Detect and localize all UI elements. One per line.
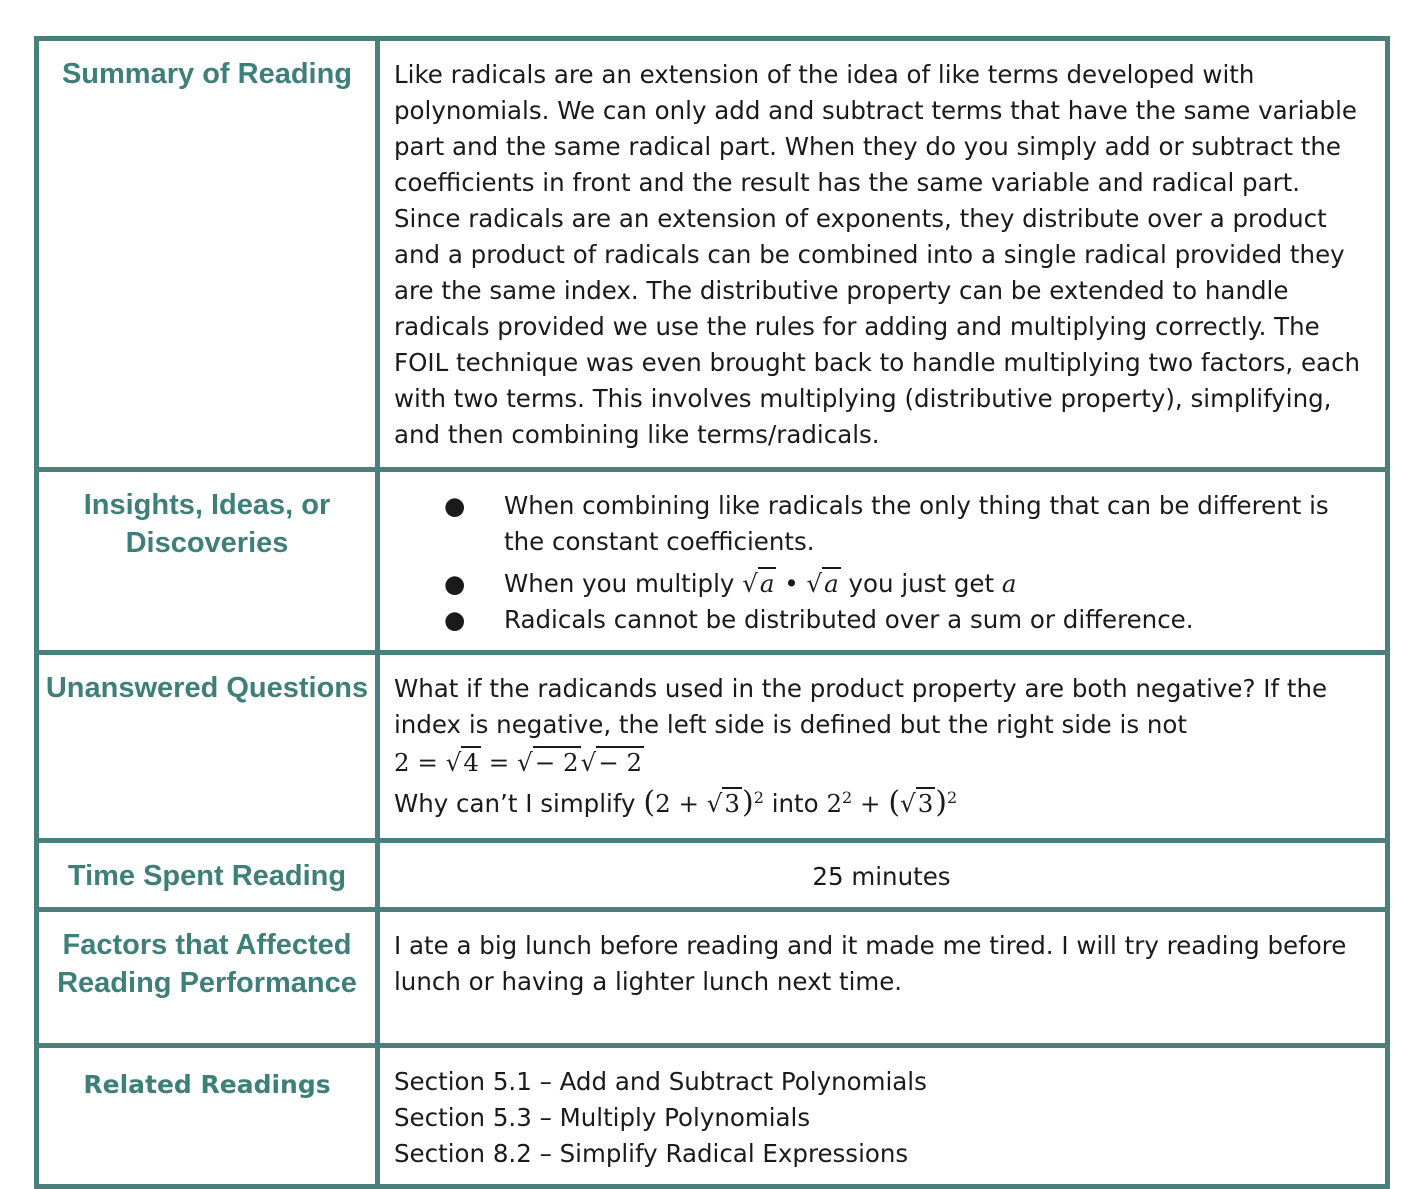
multiply-operator: • xyxy=(784,569,799,598)
radicand: 3 xyxy=(917,789,934,818)
sqrt-a-expression xyxy=(742,567,776,598)
bullet-icon: ● xyxy=(444,569,466,598)
radicand: − 2 xyxy=(534,748,579,777)
sqrt-expression xyxy=(517,746,581,777)
summary-label: Summary of Reading xyxy=(37,39,378,470)
math-two: 2 xyxy=(655,789,671,818)
time-row xyxy=(37,841,1388,910)
related-content xyxy=(378,1046,1388,1187)
plus-sign: + xyxy=(860,789,881,818)
factors-row xyxy=(37,910,1388,1046)
list-item: Section 8.2 – Simplify Radical Expressions xyxy=(394,1139,909,1168)
equation-line xyxy=(394,745,1369,781)
related-label: Related Readings xyxy=(37,1046,378,1187)
radicand: 4 xyxy=(463,748,479,777)
list-item xyxy=(444,602,1369,638)
paren-left: ( xyxy=(643,785,656,820)
sqrt-expression xyxy=(581,746,645,777)
insights-label: Insights, Ideas, or Discoveries xyxy=(37,470,378,653)
question-text: What if the radicands used in the product property are both negative? If the index is negative, the left side is defined but the right side is not xyxy=(394,674,1328,739)
reading-log-table xyxy=(34,36,1390,1189)
exponent: 2 xyxy=(753,787,764,807)
exponent: 2 xyxy=(947,787,958,807)
summary-text: Like radicals are an extension of the idea of like terms developed with polynomials. We can only add and subtract terms that have the same variable part and the same radical part. When they do you simply add or subtract the coefficients in front and the result has the same variable and radical part. Since radicals are an extension of exponents, they distribute over a product and a product of radicals can be combined into a single radical provided they are the same index. The distributive property can be extended to handle radicals provided we use the rules for adding and multiplying correctly. The FOIL technique was even brought back to handle multiplying two factors, each with two terms. This involves multiplying (distributive property), simplifying, and then combining like terms/radicals. xyxy=(378,39,1388,470)
time-label: Time Spent Reading xyxy=(37,841,378,910)
radical-icon: √ xyxy=(517,748,533,777)
radical-icon: √ xyxy=(806,569,823,598)
questions-row xyxy=(37,653,1388,841)
radicand: 3 xyxy=(724,789,740,818)
bullet-icon: ● xyxy=(444,491,466,520)
question-text: into xyxy=(771,789,819,818)
plus-sign: + xyxy=(678,789,699,818)
insights-row xyxy=(37,470,1388,653)
sqrt-expression xyxy=(707,787,742,818)
insight-text: Radicals cannot be distributed over a sum or difference. xyxy=(504,605,1194,634)
list-item xyxy=(444,566,1369,602)
equals-sign: = xyxy=(488,748,510,777)
equals-sign: = xyxy=(417,748,438,777)
paren-right: ) xyxy=(742,785,754,820)
question-text: Why can’t I simplify xyxy=(394,789,636,818)
question-line-2 xyxy=(394,785,1369,822)
list-item xyxy=(444,488,1369,560)
questions-content xyxy=(378,653,1388,841)
radical-icon: √ xyxy=(580,748,597,777)
math-two: 2 xyxy=(826,789,843,818)
questions-label: Unanswered Questions xyxy=(37,653,378,841)
exponent: 2 xyxy=(842,787,853,807)
insight-text: When you multiply xyxy=(504,569,735,598)
related-row xyxy=(37,1046,1388,1187)
result-variable: a xyxy=(1001,569,1017,598)
factors-text: I ate a big lunch before reading and it made me tired. I will try reading before lunch or having a lighter lunch next time. xyxy=(378,910,1388,1046)
list-item: Section 5.3 – Multiply Polynomials xyxy=(394,1103,811,1132)
paren-left: ( xyxy=(888,785,901,820)
radical-icon: √ xyxy=(706,789,723,818)
radicand: a xyxy=(759,569,775,598)
summary-row xyxy=(37,39,1388,470)
bullet-icon: ● xyxy=(444,605,466,634)
sqrt-expression xyxy=(900,787,935,818)
radical-icon: √ xyxy=(900,789,916,818)
radicand: a xyxy=(824,569,839,598)
eq-lhs: 2 xyxy=(394,748,410,777)
insight-text: you just get xyxy=(848,569,995,598)
sqrt-a-expression xyxy=(807,567,841,598)
insight-text: When combining like radicals the only thing that can be different is the constant coefficients. xyxy=(504,491,1329,556)
radicand: − 2 xyxy=(598,748,643,777)
insights-list xyxy=(394,488,1369,638)
radical-icon: √ xyxy=(445,748,462,777)
radical-icon: √ xyxy=(742,569,758,598)
list-item: Section 5.1 – Add and Subtract Polynomials xyxy=(394,1067,927,1096)
time-value: 25 minutes xyxy=(378,841,1388,910)
factors-label: Factors that Affected Reading Performance xyxy=(37,910,378,1046)
insights-content xyxy=(378,470,1388,653)
sqrt-expression xyxy=(446,746,481,777)
paren-right: ) xyxy=(935,785,947,820)
